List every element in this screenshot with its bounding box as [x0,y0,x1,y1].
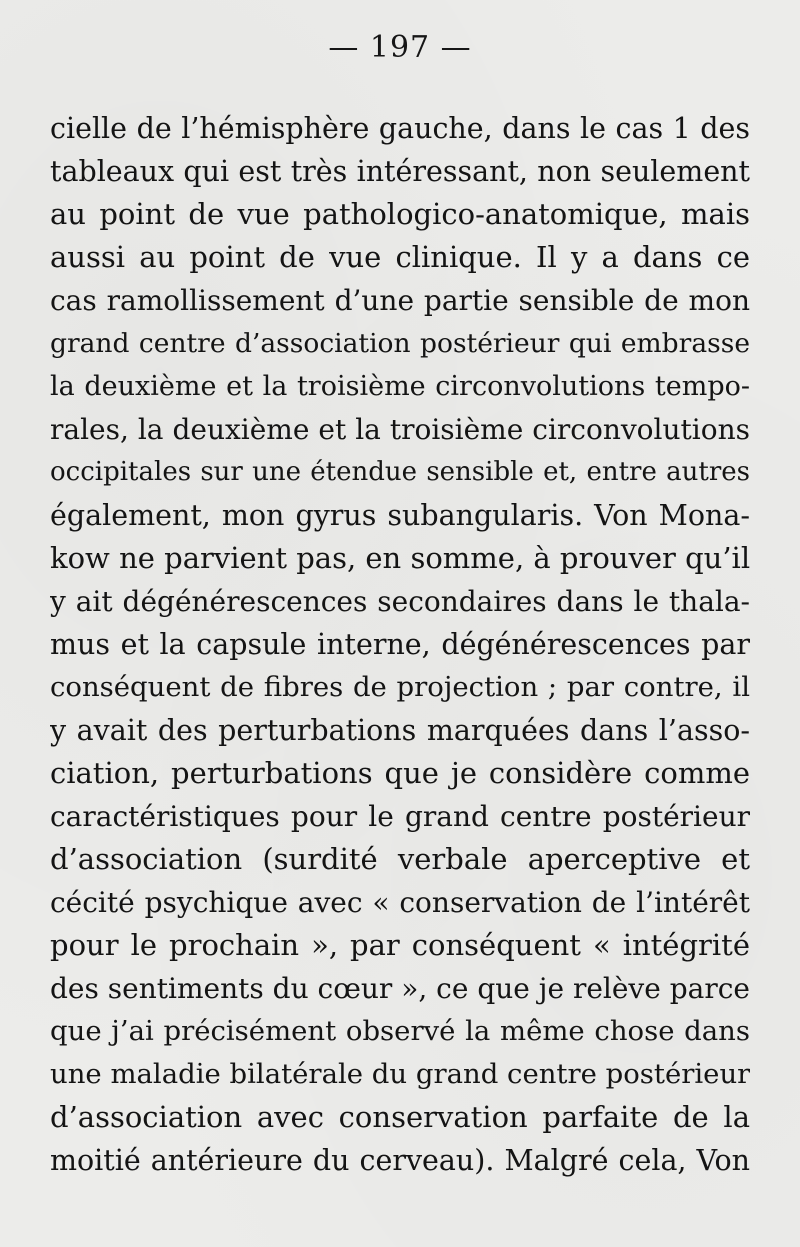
text-line: moitié antérieure du cerveau). Malgré cela, Von [50,1144,750,1177]
text-line: au point de vue pathologico-anatomique, mais [50,197,750,231]
page-number: — 197 — [328,30,472,65]
text-line: cielle de l’hémisphère gauche, dans le cas 1 des [50,112,750,145]
text-line: pour le prochain », par conséquent « intégrité [50,928,750,962]
text-line: que j’ai précisément observé la même chose dans [50,1015,750,1047]
text-line: cas ramollissement d’une partie sensible de mon [50,284,750,317]
text-line: la deuxième et la troisième circonvolutions tempo- [50,371,750,402]
text-line: mus et la capsule interne, dégénérescences par [50,628,750,661]
text-line: conséquent de fibres de projection ; par contre, il [50,671,750,703]
text-line: occipitales sur une étendue sensible et, entre autres [50,457,750,487]
text-line: grand centre d’association postérieur qui embrasse [50,328,750,359]
text-line: caractéristiques pour le grand centre postérieur [50,800,750,833]
text-line: d’association avec conservation parfaite de la [50,1100,750,1134]
text-line: également, mon gyrus subangularis. Von Mona- [50,499,750,532]
text-line: y avait des perturbations marquées dans l’asso- [50,714,750,747]
text-line: aussi au point de vue clinique. Il y a dans ce [50,240,750,274]
text-line: tableaux qui est très intéressant, non seulement [50,155,750,188]
text-line: kow ne parvient pas, en somme, à prouver qu’il [50,541,750,575]
text-line: rales, la deuxième et la troisième circonvolutions [50,413,750,446]
body-text [50,107,750,1182]
text-line: d’association (surdité verbale aperceptive et [50,842,750,876]
text-line: une maladie bilatérale du grand centre postérieur [50,1058,750,1090]
text-line: y ait dégénérescences secondaires dans le thala- [50,585,750,618]
text-line: ciation, perturbations que je considère comme [50,756,750,790]
text-line: cécité psychique avec « conservation de l’intérêt [50,886,750,919]
text-line: des sentiments du cœur », ce que je relève parce [50,972,750,1005]
